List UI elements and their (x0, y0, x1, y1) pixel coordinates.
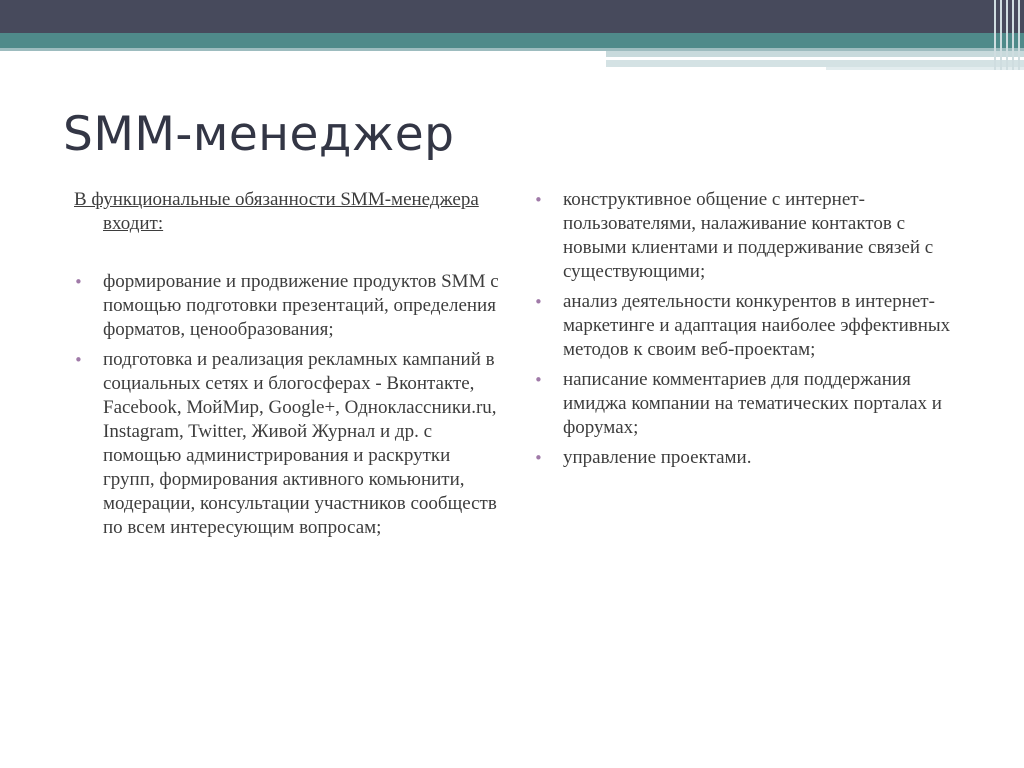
list-item (534, 446, 964, 470)
right-column (534, 188, 964, 476)
list-item-text: анализ деятельности конкурентов в интернет-маркетинге и адаптация наиболее эффективных методов к своим веб-проектам; (563, 291, 951, 360)
slide-title: SMM-менеджер (63, 107, 455, 162)
bullet-icon: • (534, 449, 543, 467)
bullet-icon: • (74, 273, 83, 291)
header-accent-line-lower (606, 60, 1024, 67)
header-band (0, 0, 1024, 33)
corner-decoration (988, 0, 1024, 70)
list-item-text: конструктивное общение с интернет-пользователями, налаживание контактов с новыми клиентами и поддерживание связей с существующими; (563, 189, 934, 282)
list-item (74, 348, 504, 540)
list-item (74, 270, 504, 342)
intro-text: В функциональные обязанности SMM-менеджера входит: (74, 189, 479, 234)
list-item-text: написание комментариев для поддержания имиджа компании на тематических порталах и форумах; (563, 369, 942, 438)
bullet-icon: • (74, 351, 83, 369)
right-bullet-list (534, 188, 964, 470)
header-accent-line (606, 51, 1024, 57)
bullet-icon: • (534, 293, 543, 311)
list-item (534, 188, 964, 284)
header-teal-band (0, 33, 1024, 48)
list-item (534, 368, 964, 440)
left-column (74, 188, 504, 546)
list-item-text: формирование и продвижение продуктов SMM с помощью подготовки презентаций, определения форматов, ценообразования; (103, 271, 499, 340)
bullet-icon: • (534, 191, 543, 209)
list-item-text: подготовка и реализация рекламных кампаний в социальных сетях и блогосферах - Вконтакте, Facebook, МойМир, Google+, Одноклассники.ru, Instagram, Twitter, Живой Журнал и др. с помощью администрирования и раскрутки групп, формирования активного комьюнити, модерации, консультации участников сообществ по всем интересующим вопросам; (103, 349, 497, 538)
list-item (534, 290, 964, 362)
left-bullet-list (74, 270, 504, 540)
bullet-icon: • (534, 371, 543, 389)
list-item-text: управление проектами. (563, 447, 752, 468)
